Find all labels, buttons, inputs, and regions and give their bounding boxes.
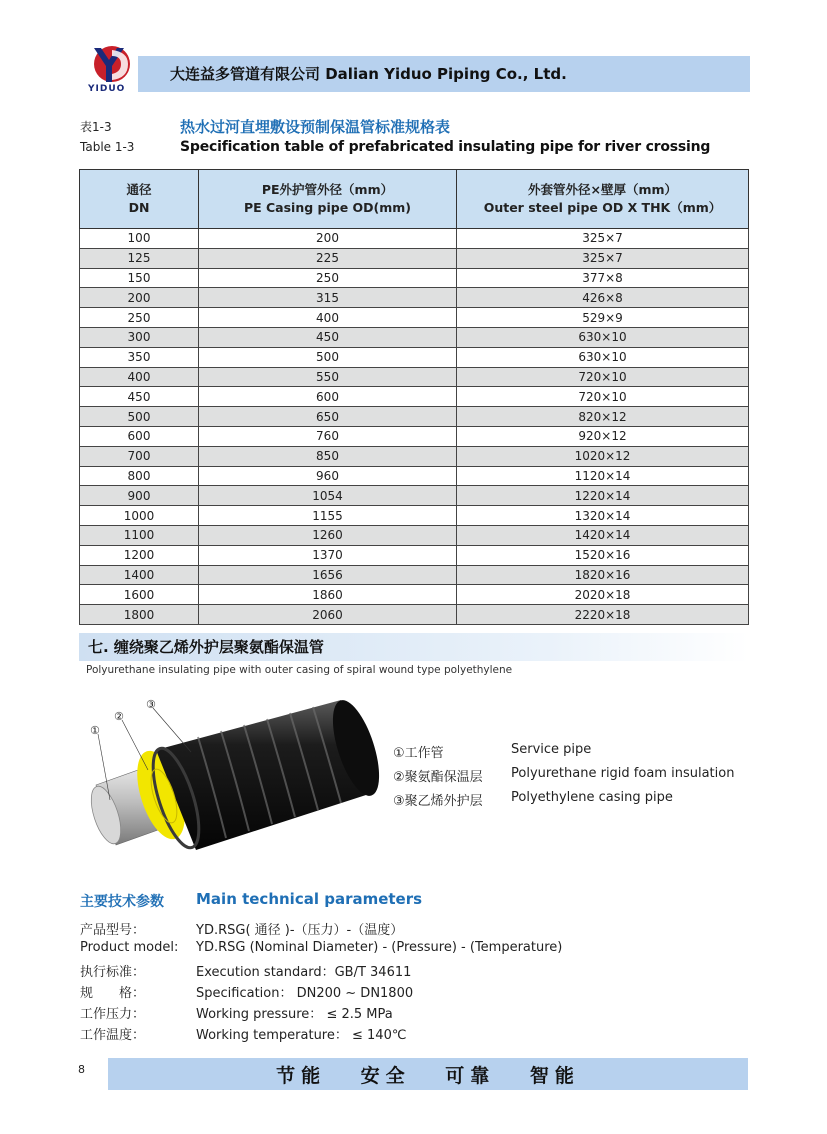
table-row	[80, 446, 749, 466]
table-title-en: Specification table of prefabricated insulating pipe for river crossing	[180, 139, 711, 155]
cell-pe-od: 1054	[199, 486, 457, 506]
cell-dn: 1200	[80, 545, 199, 565]
cell-dn: 250	[80, 308, 199, 328]
cell-steel-od: 2220×18	[457, 605, 749, 625]
param-value: YD.RSG (Nominal Diameter) - (Pressure) - (Temperature)	[196, 940, 563, 955]
cell-pe-od: 400	[199, 308, 457, 328]
cell-pe-od: 225	[199, 248, 457, 268]
param-label: 产品型号：	[80, 923, 146, 938]
callout-2: ②	[114, 710, 124, 723]
cell-steel-od: 1320×14	[457, 506, 749, 526]
cell-dn: 450	[80, 387, 199, 407]
cell-pe-od: 850	[199, 446, 457, 466]
company-name: 大连益多管道有限公司 Dalian Yiduo Piping Co., Ltd.	[170, 65, 567, 83]
table-row	[80, 268, 749, 288]
cell-steel-od: 630×10	[457, 347, 749, 367]
col-steel-cn: 外套管外径×壁厚（mm）	[527, 182, 678, 197]
col-dn	[80, 170, 199, 229]
table-row	[80, 248, 749, 268]
cell-dn: 1000	[80, 506, 199, 526]
table-row	[80, 565, 749, 585]
cell-dn: 300	[80, 327, 199, 347]
cell-dn: 200	[80, 288, 199, 308]
cell-steel-od: 377×8	[457, 268, 749, 288]
cell-pe-od: 960	[199, 466, 457, 486]
cell-pe-od: 550	[199, 367, 457, 387]
legend-2-en: Polyurethane rigid foam insulation	[511, 766, 735, 781]
cell-pe-od: 1860	[199, 585, 457, 605]
params-title-cn: 主要技术参数	[80, 894, 164, 910]
legend-3-en: Polyethylene casing pipe	[511, 790, 673, 805]
table-row	[80, 585, 749, 605]
logo-text: YIDUO	[88, 84, 126, 94]
cell-steel-od: 1220×14	[457, 486, 749, 506]
cell-steel-od: 1020×12	[457, 446, 749, 466]
section-subtitle: Polyurethane insulating pipe with outer casing of spiral wound type polyethylene	[86, 664, 513, 676]
cell-dn: 125	[80, 248, 199, 268]
cell-steel-od: 529×9	[457, 308, 749, 328]
cell-steel-od: 1820×16	[457, 565, 749, 585]
cell-pe-od: 315	[199, 288, 457, 308]
table-body	[80, 229, 749, 625]
table-row	[80, 407, 749, 427]
table-header-row	[80, 170, 749, 229]
page-number: 8	[78, 1063, 85, 1076]
table-row	[80, 605, 749, 625]
table-row	[80, 545, 749, 565]
col-steel	[457, 170, 749, 229]
cell-pe-od: 760	[199, 426, 457, 446]
param-value: Specification： DN200 ~ DN1800	[196, 986, 414, 1001]
table-id-cn: 表1-3	[80, 120, 112, 134]
table-row	[80, 229, 749, 249]
cell-steel-od: 1520×16	[457, 545, 749, 565]
param-value: Working pressure： ≤ 2.5 MPa	[196, 1007, 393, 1022]
cell-pe-od: 1656	[199, 565, 457, 585]
table-row	[80, 288, 749, 308]
cell-dn: 1800	[80, 605, 199, 625]
cell-pe-od: 250	[199, 268, 457, 288]
cell-pe-od: 650	[199, 407, 457, 427]
cell-pe-od: 450	[199, 327, 457, 347]
pipe-illustration	[86, 690, 386, 870]
cell-steel-od: 2020×18	[457, 585, 749, 605]
cell-dn: 700	[80, 446, 199, 466]
table-row	[80, 347, 749, 367]
col-pe	[199, 170, 457, 229]
cell-steel-od: 426×8	[457, 288, 749, 308]
table-row	[80, 486, 749, 506]
cell-pe-od: 1155	[199, 506, 457, 526]
cell-pe-od: 500	[199, 347, 457, 367]
cell-pe-od: 1370	[199, 545, 457, 565]
table-id-en: Table 1-3	[80, 140, 135, 154]
param-label: 执行标准：	[80, 965, 146, 980]
table-row	[80, 525, 749, 545]
table-row	[80, 466, 749, 486]
table-row	[80, 367, 749, 387]
cell-dn: 1400	[80, 565, 199, 585]
param-value: YD.RSG( 通径 )-（压力）-（温度）	[196, 923, 404, 938]
col-dn-en: DN	[128, 200, 150, 215]
table-row	[80, 308, 749, 328]
table-title-cn: 热水过河直埋敷设预制保温管标准规格表	[180, 118, 451, 136]
footer-slogan: 节能 安全 可靠 智能	[276, 1065, 580, 1087]
param-label: Product model:	[80, 940, 179, 955]
cell-dn: 600	[80, 426, 199, 446]
param-value: Working temperature： ≤ 140℃	[196, 1028, 407, 1043]
param-label: 工作压力：	[80, 1007, 146, 1022]
cell-pe-od: 600	[199, 387, 457, 407]
cell-dn: 350	[80, 347, 199, 367]
col-pe-cn: PE外护管外径（mm）	[261, 182, 394, 197]
cell-dn: 1100	[80, 525, 199, 545]
cell-dn: 800	[80, 466, 199, 486]
cell-steel-od: 1120×14	[457, 466, 749, 486]
cell-pe-od: 1260	[199, 525, 457, 545]
cell-steel-od: 820×12	[457, 407, 749, 427]
col-steel-en: Outer steel pipe OD X THK（mm）	[483, 200, 722, 215]
spec-table	[79, 169, 749, 625]
table-row	[80, 387, 749, 407]
col-dn-cn: 通径	[126, 182, 152, 197]
cell-dn: 900	[80, 486, 199, 506]
callout-3: ③	[146, 698, 156, 711]
legend-3-cn: ③聚乙烯外护层	[393, 794, 483, 809]
cell-dn: 400	[80, 367, 199, 387]
cell-dn: 500	[80, 407, 199, 427]
table-row	[80, 327, 749, 347]
table-row	[80, 506, 749, 526]
yiduo-logo	[88, 44, 132, 88]
param-label: 规 格：	[80, 986, 146, 1001]
table-row	[80, 426, 749, 446]
section-title: 七. 缠绕聚乙烯外护层聚氨酯保温管	[88, 638, 324, 656]
legend-1-en: Service pipe	[511, 742, 592, 757]
cell-dn: 1600	[80, 585, 199, 605]
cell-steel-od: 920×12	[457, 426, 749, 446]
cell-steel-od: 720×10	[457, 387, 749, 407]
callout-1: ①	[90, 724, 100, 737]
legend-2-cn: ②聚氨酯保温层	[393, 770, 483, 785]
cell-steel-od: 325×7	[457, 248, 749, 268]
cell-pe-od: 200	[199, 229, 457, 249]
cell-dn: 100	[80, 229, 199, 249]
col-pe-en: PE Casing pipe OD(mm)	[243, 200, 412, 215]
cell-steel-od: 325×7	[457, 229, 749, 249]
cell-steel-od: 1420×14	[457, 525, 749, 545]
cell-steel-od: 630×10	[457, 327, 749, 347]
cell-dn: 150	[80, 268, 199, 288]
param-label: 工作温度：	[80, 1028, 146, 1043]
params-title-en: Main technical parameters	[196, 890, 423, 908]
legend-1-cn: ①工作管	[393, 746, 444, 761]
param-value: Execution standard：GB/T 34611	[196, 965, 412, 980]
cell-steel-od: 720×10	[457, 367, 749, 387]
cell-pe-od: 2060	[199, 605, 457, 625]
